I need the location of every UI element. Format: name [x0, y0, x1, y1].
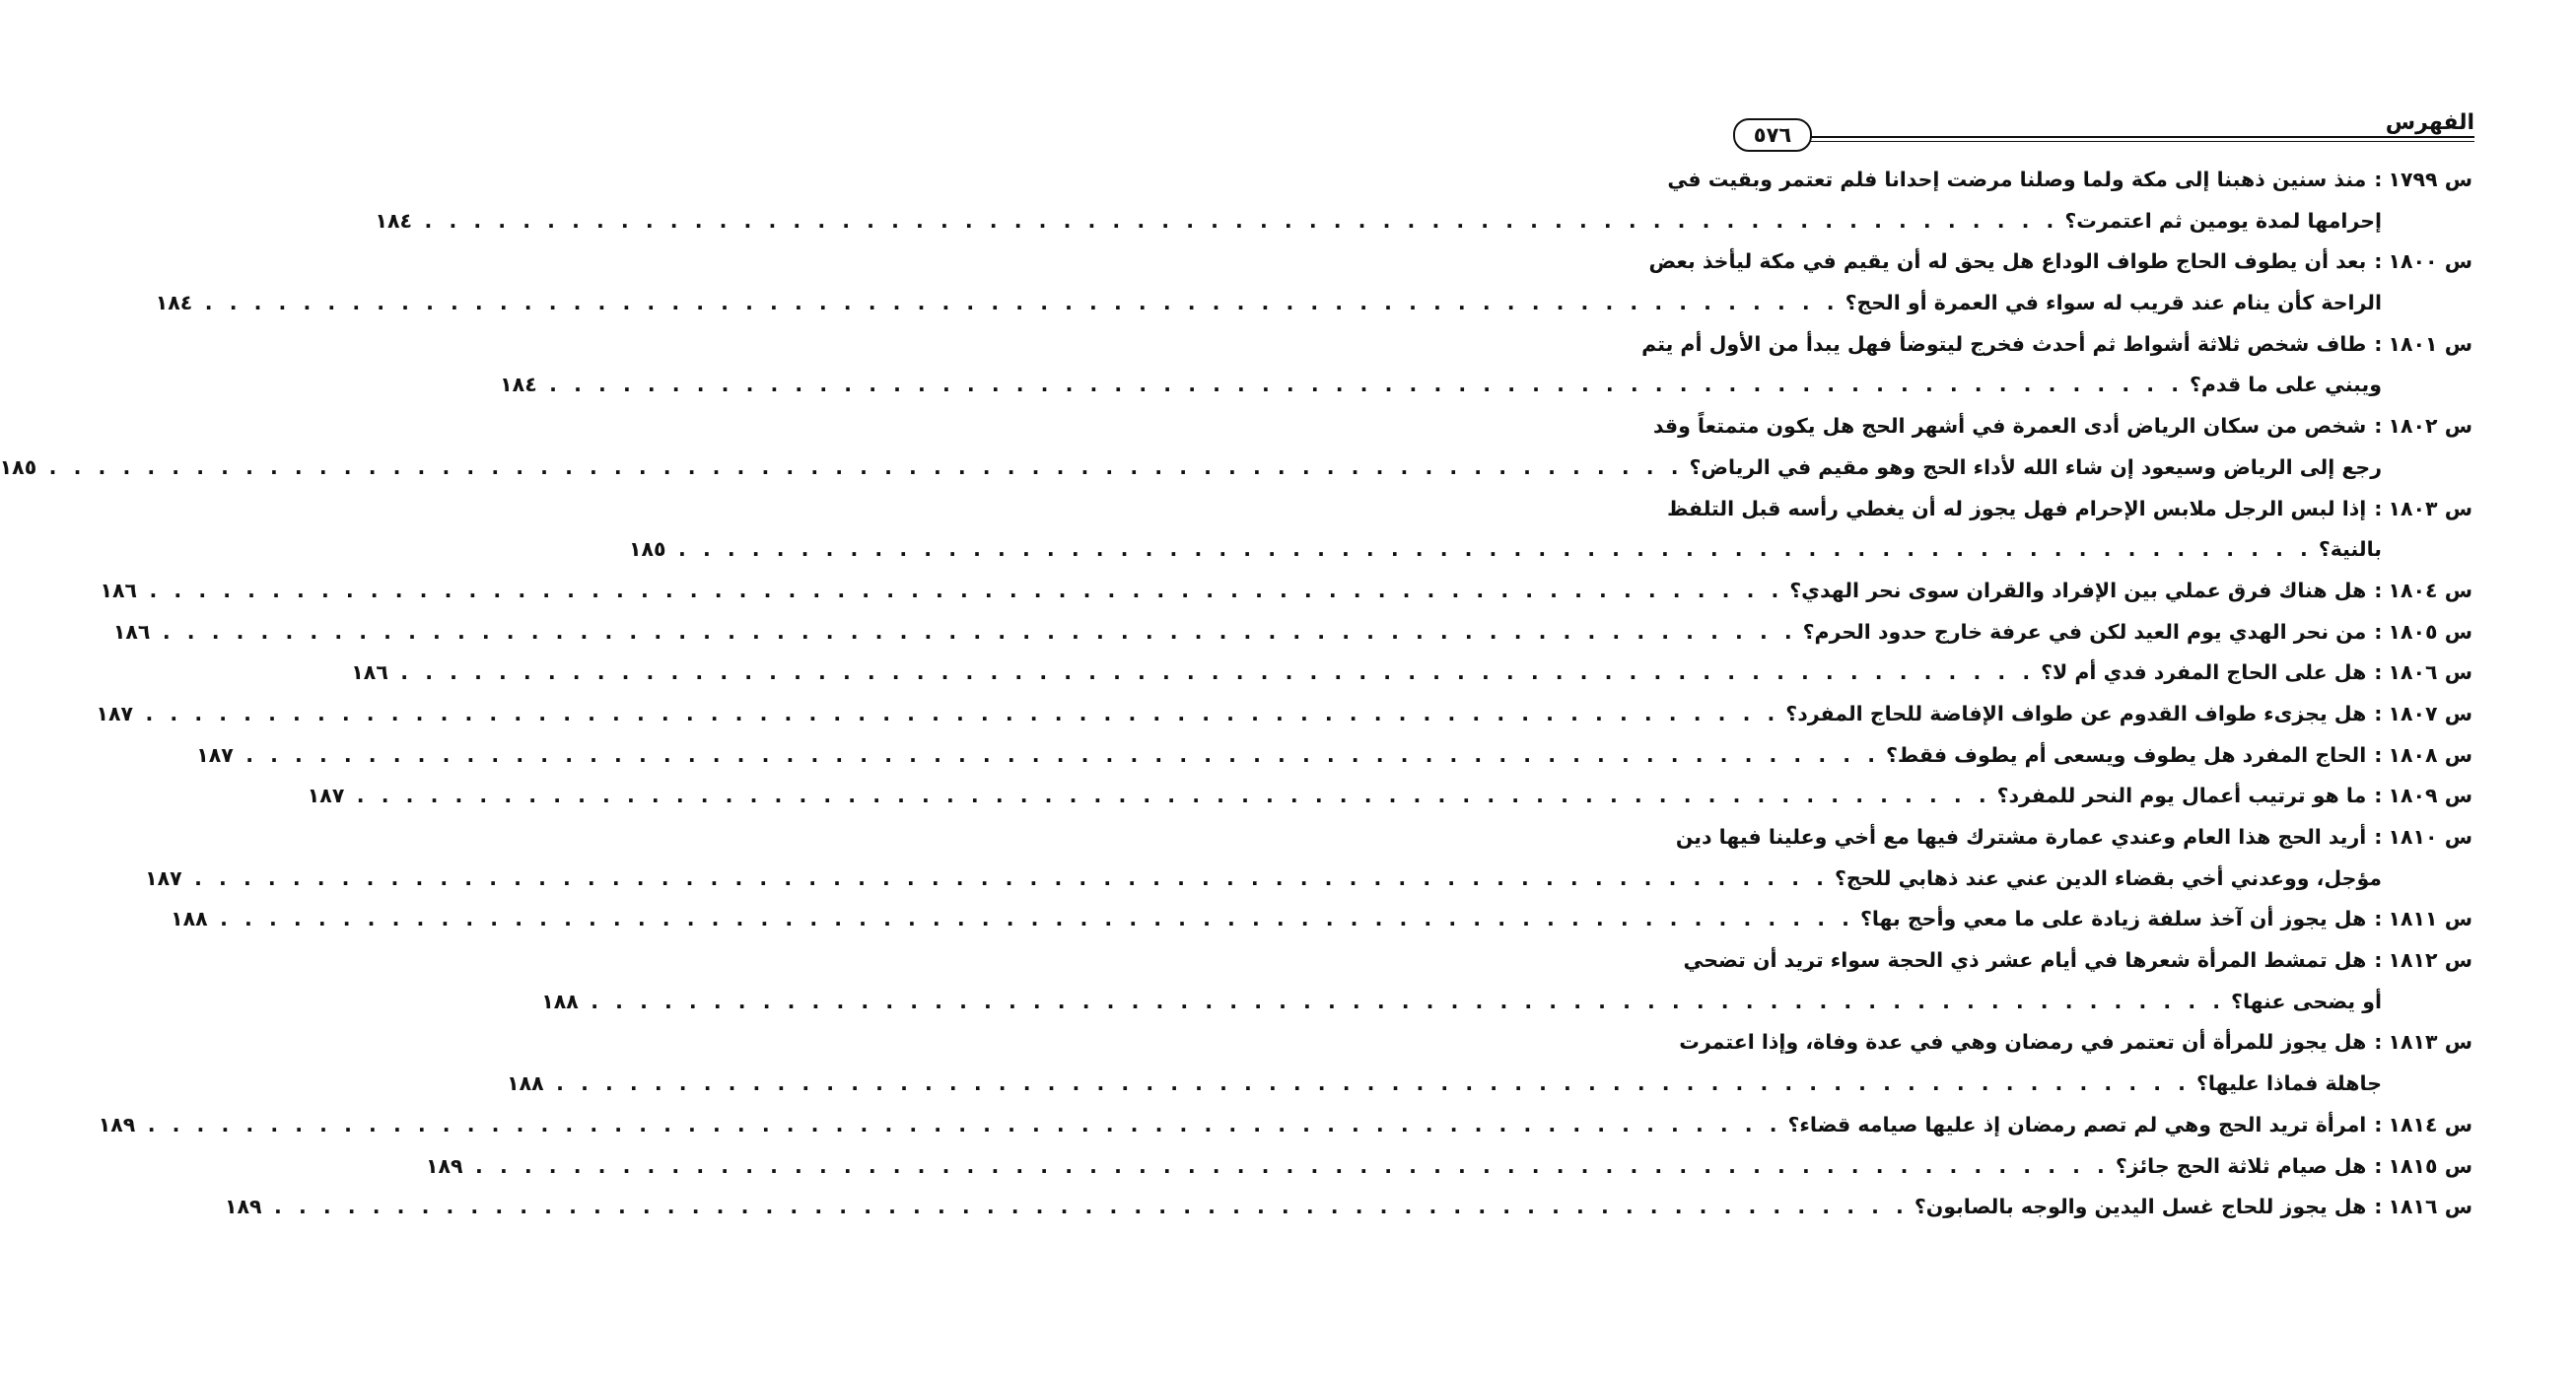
page-reference: ١٨٩	[98, 1112, 136, 1136]
question-number: س ١٨١١	[2388, 907, 2472, 931]
question-number: س ١٨١٥	[2388, 1153, 2472, 1178]
question-text: بعد أن يطوف الحاج طواف الوداع هل يحق له أن يقيم في مكة ليأخذ بعض	[1648, 249, 2367, 274]
separator: :	[2374, 578, 2383, 602]
index-entry	[171, 899, 2472, 940]
page-reference: ١٨٩	[426, 1153, 463, 1178]
index-entry-line	[0, 448, 2472, 489]
index-entry	[225, 1187, 2472, 1228]
index-entry	[629, 489, 2472, 571]
index-entry	[507, 1022, 2472, 1104]
index-entry-line	[1679, 1022, 2472, 1064]
question-text: أو يضحى عنها؟	[2231, 989, 2382, 1013]
question-number: س ١٧٩٩	[2388, 168, 2472, 191]
index-entry	[100, 571, 2472, 612]
question-text: إحرامها لمدة يومين ثم اعتمرت؟	[2064, 208, 2382, 233]
separator: :	[2374, 331, 2383, 356]
dot-leader	[43, 448, 1690, 489]
header-rule-thin	[1802, 141, 2474, 142]
separator: :	[2374, 825, 2383, 849]
index-entry	[112, 612, 2472, 654]
question-text: إذا لبس الرجل ملابس الإحرام فهل يجوز له أن يغطي رأسه قبل التلفظ	[1666, 496, 2367, 520]
separator: :	[2374, 168, 2383, 191]
question-number: س ١٨١٤	[2388, 1112, 2472, 1136]
index-entry-line	[1641, 324, 2472, 366]
question-text: هل يجوز للمرأة أن تعتمر في رمضان وهي في عدة وفاة، وإذا اعتمرت	[1679, 1030, 2367, 1055]
question-text: هل يجوز للحاج غسل اليدين والوجه بالصابون؟	[1914, 1195, 2367, 1219]
question-text: ويبني على ما قدم؟	[2189, 373, 2382, 397]
index-entry	[196, 735, 2472, 777]
index-entry	[500, 324, 2472, 406]
page-reference: ١٨٥	[0, 454, 37, 479]
dot-leader	[188, 859, 1835, 900]
separator: :	[2374, 1195, 2383, 1219]
page-reference: ١٨٩	[225, 1195, 262, 1219]
separator: :	[2374, 1153, 2383, 1178]
index-entry-line	[1648, 241, 2472, 283]
page-title: الفهرس	[2385, 110, 2474, 135]
dot-leader	[543, 365, 2190, 406]
page-number-badge: ٥٧٦	[1733, 118, 1812, 152]
index-entry-line	[96, 694, 2472, 735]
question-number: س ١٨٠٠	[2388, 249, 2472, 274]
question-number: س ١٨٠٤	[2388, 578, 2472, 602]
index-entry-line	[500, 365, 2472, 406]
index-entry-line	[629, 529, 2472, 571]
question-text: جاهلة فماذا عليها؟	[2195, 1071, 2382, 1096]
dot-leader	[268, 1187, 1915, 1228]
question-text: من نحر الهدي يوم العيد لكن في عرفة خارج حدود الحرم؟	[1802, 619, 2367, 644]
index-entry-line	[225, 1187, 2472, 1228]
page-reference: ١٨٧	[196, 742, 234, 767]
index-entry	[0, 406, 2472, 488]
question-number: س ١٨٠٦	[2388, 660, 2472, 685]
dot-leader	[199, 283, 1845, 324]
question-number: س ١٨١٦	[2388, 1195, 2472, 1219]
page-reference: ١٨٥	[629, 537, 666, 562]
index-entry	[426, 1146, 2472, 1188]
index-entry-line	[171, 899, 2472, 940]
question-text: هل تمشط المرأة شعرها في أيام عشر ذي الحجة سواء تريد أن تضحي	[1683, 948, 2367, 973]
question-text: امرأة تريد الحج وهي لم تصم رمضان إذ عليها صيامه قضاء؟	[1787, 1112, 2367, 1136]
question-text: رجع إلى الرياض وسيعود إن شاء الله لأداء الحج وهو مقيم في الرياض؟	[1689, 454, 2382, 479]
page-reference: ١٨٦	[351, 660, 388, 685]
question-text: طاف شخص ثلاثة أشواط ثم أحدث فخرج ليتوضأ فهل يبدأ من الأول أم يتم	[1641, 331, 2367, 356]
dot-leader	[214, 899, 1860, 940]
index-entry	[307, 776, 2472, 817]
index-entry	[98, 1105, 2472, 1146]
question-text: هل يجزىء طواف القدوم عن طواف الإفاضة للحاج المفرد؟	[1785, 701, 2367, 725]
separator: :	[2374, 1030, 2383, 1055]
dot-leader	[157, 612, 1803, 654]
index-entry-line	[1667, 160, 2472, 201]
question-number: س ١٨١٣	[2388, 1030, 2472, 1055]
index-entry-line	[307, 776, 2472, 817]
index-entry-line	[1666, 489, 2472, 530]
index-entry-line	[155, 283, 2472, 324]
question-text: شخص من سكان الرياض أدى العمرة في أشهر الحج هل يكون متمتعاً وقد	[1652, 414, 2367, 439]
index-entry	[375, 160, 2472, 241]
question-number: س ١٨٠٨	[2388, 742, 2472, 767]
index-entry-line	[100, 571, 2472, 612]
separator: :	[2374, 660, 2383, 685]
question-number: س ١٨١٠	[2388, 825, 2472, 849]
question-text: الراحة كأن ينام عند قريب له سواء في العمرة أو الحج؟	[1845, 291, 2382, 315]
index-entry	[155, 241, 2472, 323]
separator: :	[2374, 742, 2383, 767]
separator: :	[2374, 1112, 2383, 1136]
question-number: س ١٨٠٩	[2388, 784, 2472, 808]
page-reference: ١٨٤	[500, 373, 537, 397]
question-text: هل على الحاج المفرد فدي أم لا؟	[2041, 660, 2367, 685]
index-entries	[0, 160, 2472, 1228]
question-number: س ١٨٠٢	[2388, 414, 2472, 439]
dot-leader	[585, 982, 2231, 1023]
question-number: س ١٨٠٥	[2388, 619, 2472, 644]
question-text: ما هو ترتيب أعمال يوم النحر للمفرد؟	[1996, 784, 2367, 808]
dot-leader	[142, 1105, 1788, 1146]
separator: :	[2374, 619, 2383, 644]
page-reference: ١٨٤	[375, 208, 413, 233]
index-entry	[145, 817, 2472, 899]
page-reference: ١٨٨	[507, 1071, 544, 1096]
dot-leader	[672, 529, 2319, 571]
dot-leader	[139, 694, 1785, 735]
separator: :	[2374, 907, 2383, 931]
question-text: هل يجوز أن آخذ سلفة زيادة على ما معي وأحج بها؟	[1859, 907, 2367, 931]
question-text: الحاج المفرد هل يطوف ويسعى أم يطوف فقط؟	[1886, 742, 2367, 767]
dot-leader	[351, 776, 1997, 817]
index-entry-line	[1652, 406, 2472, 448]
page-header	[1733, 106, 2474, 150]
index-entry-line	[1683, 940, 2472, 982]
question-number: س ١٨٠١	[2388, 331, 2472, 356]
separator: :	[2374, 701, 2383, 725]
question-text: هل صيام ثلاثة الحج جائز؟	[2115, 1153, 2367, 1178]
page-reference: ١٨٧	[145, 865, 182, 890]
dot-leader	[240, 735, 1886, 777]
index-entry-line	[145, 859, 2472, 900]
dot-leader	[469, 1146, 2116, 1188]
index-entry	[541, 940, 2472, 1022]
page-reference: ١٨٦	[112, 619, 151, 644]
question-number: س ١٨١٢	[2388, 948, 2472, 973]
question-text: أريد الحج هذا العام وعندي عمارة مشترك فيها مع أخي وعلينا فيها دين	[1675, 825, 2367, 849]
page-reference: ١٨٧	[307, 784, 345, 808]
index-entry-line	[375, 201, 2472, 242]
question-text: مؤجل، ووعدني أخي بقضاء الدين عني عند ذهابي للحج؟	[1834, 865, 2382, 890]
separator: :	[2374, 784, 2383, 808]
index-entry-line	[112, 612, 2472, 654]
separator: :	[2374, 414, 2383, 439]
index-entry-line	[351, 653, 2472, 694]
dot-leader	[550, 1064, 2196, 1105]
separator: :	[2374, 948, 2383, 973]
page-reference: ١٨٨	[171, 907, 208, 931]
separator: :	[2374, 249, 2383, 274]
index-entry-line	[1675, 817, 2472, 859]
question-number: س ١٨٠٧	[2388, 701, 2472, 725]
header-rule	[1802, 136, 2474, 138]
question-text: بالنية؟	[2318, 537, 2382, 562]
question-number: س ١٨٠٣	[2388, 496, 2472, 520]
index-entry-line	[98, 1105, 2472, 1146]
dot-leader	[419, 201, 2065, 242]
page-reference: ١٨٧	[96, 701, 134, 725]
dot-leader	[394, 653, 2041, 694]
dot-leader	[143, 571, 1789, 612]
page-reference: ١٨٦	[100, 578, 138, 602]
page-reference: ١٨٨	[541, 989, 579, 1013]
index-entry	[96, 694, 2472, 735]
index-entry-line	[196, 735, 2472, 777]
index-entry	[351, 653, 2472, 694]
question-text: هل هناك فرق عملي بين الإفراد والقران سوى نحر الهدي؟	[1789, 578, 2367, 602]
page-reference: ١٨٤	[155, 291, 193, 315]
index-entry-line	[507, 1064, 2472, 1105]
question-text: منذ سنين ذهبنا إلى مكة ولما وصلنا مرضت إحدانا فلم تعتمر وبقيت في	[1667, 168, 2367, 191]
index-entry-line	[541, 982, 2472, 1023]
index-entry-line	[426, 1146, 2472, 1188]
separator: :	[2374, 496, 2383, 520]
